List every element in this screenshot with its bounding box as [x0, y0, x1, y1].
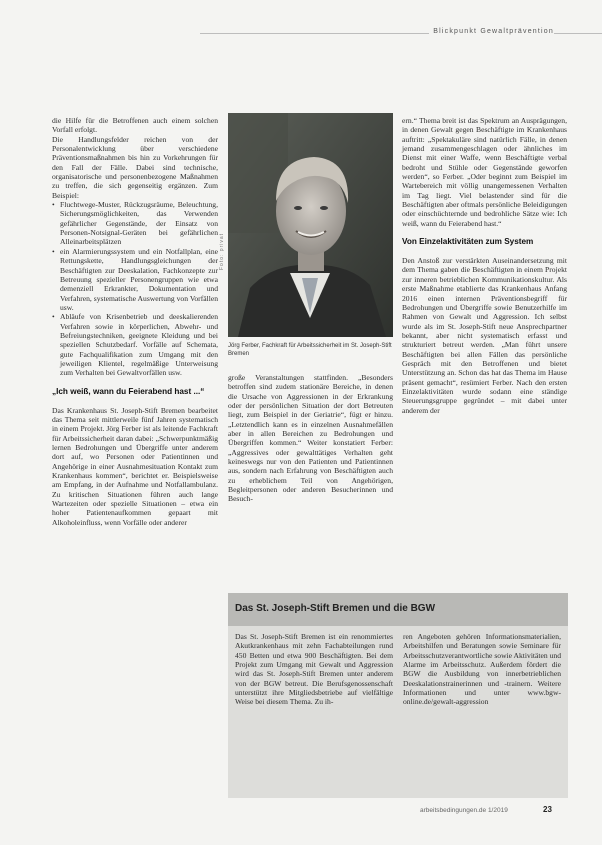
info-box	[228, 593, 568, 798]
bullet-item: • Abläufe von Krisenbetrieb und deeskalierenden Verfahren sowie in körperlichen, Abwehr- und Befreiungstechniken, geeignete Kleidung und bei speziellen Schutzbedarf. Vorfälle auf Schemata, gute Fachqualifikation zum Umgang mit den jeweiligen Klientel, regelmäßige Unterweisung zum Verhalten bei Gewaltvorfällen usw.	[52, 312, 218, 377]
paragraph: Die Handlungsfelder reichen von der Personalentwicklung über verschiedene Präventionsmaßnahmen bis hin zu Vorkehrungen für den Fall der Fälle. Dabei sind technische, organisatorische und personenbezogene Maßnahmen zu treffen, die sich gegenseitig ergänzen. Zum Beispiel:	[52, 134, 218, 200]
article-column-3	[402, 116, 567, 415]
portrait-image	[228, 113, 393, 337]
paragraph: große Veranstaltungen stattfinden. „Besonders betroffen sind zudem stationäre Bereiche, in denen die Ursache von Aggressionen in der Erkrankung oder der persönlichen Situation der dort Betreuten liegt, zum Beispiel in der Geriatrie“, fügt er hinzu. „Letztendlich kann es in einzelnen Ausnahmefällen aber in allen Bereichen zu Bedrohungen und Übergriffen kommen.“ Weiter konstatiert Ferber: „Aggressives oder gewalttätiges Verhalten geht keineswegs nur von den Patienten und Patientinnen aus, sondern nach Erfahrung von Beschäftigten auch zu erheblichem Teil von Angehörigen, Begleitpersonen oder anderen Besucherinnen und Besuch-	[228, 373, 393, 504]
paragraph: ern.“ Thema breit ist das Spektrum an Ausprägungen, in denen Gewalt gegen Beschäftigte im Krankenhaus auftritt: „Spektakuläre sind natürlich Fälle, in denen jemand zusammengeschlagen oder ähnliches im Dienst mit einer Waffe, wenn Beschäftigte verbal bedroht und Stühle oder Gegenstände geworfen werden“, so Ferber. „Oder beginnt zum Beispiel im Wartebereich mit völlig unangemessenen Verhalten im Tag liegt. Viel belastender sind für die Beschäftigten aber oftmals persönliche Beleidigungen oder einschüchternde und bedrohliche Sätze wie: Ich weiß, wann du Feierabend hast.“	[402, 116, 567, 228]
bullet-item: • ein Alarmierungssystem und ein Notfallplan, eine Rettungskette, Handlungsgleichungen der Beschäftigten zur Deeskalation, Fachkonzepte zur Betreuung spezieller Personengruppen wie etwa demenziell Erkrankter, Dokumentation und Verfahren, systematische Auswertung von Vorfällen usw.	[52, 247, 218, 312]
article-column-2	[228, 373, 393, 504]
paragraph: die Hilfe für die Betroffenen auch einem solchen Vorfall erfolgt.	[52, 116, 218, 135]
info-box-header	[228, 593, 568, 626]
photo-caption: Jörg Ferber, Fachkraft für Arbeitssicherheit im St. Joseph-Stift Bremen	[228, 343, 392, 357]
footer-publication: arbeitsbedingungen.de 1/2019	[420, 807, 508, 814]
portrait-photo	[228, 113, 393, 337]
subheading: Von Einzelaktivitäten zum System	[402, 237, 534, 247]
page-number: 23	[543, 805, 552, 814]
info-box-column-right: ren Angeboten gehören Informationsmaterialien, Arbeitshilfen und Beratungen sowie Seminare für Arbeitsschutzverantwortliche sowie Aktivitäten und Alarme im Arbeitsschutz. Außerdem fördert die BGW die Ausbildung von innerbetrieblichen Deeskalationstrainerinnen und -trainern. Weitere Informationen und unter www.bgw-online.de/gewalt-aggression	[403, 632, 561, 707]
info-box-title: Das St. Joseph-Stift Bremen und die BGW	[235, 603, 436, 614]
photo-credit: Foto: privat	[219, 232, 225, 270]
paragraph: Das Krankenhaus St. Joseph-Stift Bremen bearbeitet das Thema seit mittlerweile fünf Jahren systematisch in einem Projekt. Jörg Ferber ist als leitende Fachkraft für Arbeitssicherheit daran dabei: „Schwerpunktmäßig lernen Bedrohungen und Übergriffe unter anderem dort auf, wo Personen oder Patientinnen und Angehörige in einer Ausnahmesituation Kontakt zum Krankenhaus kommen“, berichtet er. Beispielsweise am Empfang, in der Aufnahme und Notfallambulanz. Zu kritischen Situationen führen auch lange Wartezeiten oder spezielle Situationen – etwa ein hoher Patientenaufkommen gepaart mit Alkoholeinfluss, wenn Vorfälle oder anderer	[52, 405, 218, 527]
article-column-1	[52, 116, 218, 527]
section-label: Blickpunkt Gewaltprävention	[429, 28, 554, 35]
subheading: „Ich weiß, wann du Feierabend hast ...“	[52, 386, 205, 396]
bullet-item: • Fluchtwege-Muster, Rückzugsräume, Beleuchtung, Sicherungsmöglichkeiten, das Verwenden gefährlicher Gegenstände, der Einsatz von Personen-Notsignal-Geräten bei gefährlichen Alleinarbeitsplätzen	[52, 200, 218, 247]
bullet-list	[52, 200, 218, 378]
info-box-column-left: Das St. Joseph-Stift Bremen ist ein renommiertes Akutkrankenhaus mit zehn Fachabteilungen rund 450 Betten und etwa 900 Beschäftigten. Bei dem Projekt zum Umgang mit Gewalt und Aggression wird das St. Joseph-Stift Bremen unter anderem von der BGW betreut. Die Berufsgenossenschaft unterstützt ihre Mitgliedsbetriebe auf vielfältige Weise bei diesem Thema. Zu ih-	[235, 632, 393, 707]
header-bar	[200, 28, 602, 38]
paragraph: Den Anstoß zur verstärkten Auseinandersetzung mit dem Thema gaben die Beschäftigten in einem Projekt zur inneren betrieblichen Kommunikationskultur. Als erste Maßnahme etablierte das Krankenhaus Anfang 2016 einen internen Präventionsbegriff für Bedrohungen und Übergriffe sowie Benutzerhilfe im Rahmen von Gewalt und Aggression. Ich selbst wurde als im St. Joseph-Stift neue Ansprechpartner bekannt, aber nicht systematisch erfasst und strukturiert betreut werden. „Man führt unsere Beschäftigten bei allen Fällen das persönliche Gespräch mit den Betroffenen und bietet Unterstützung an. Schon das hat das Thema im Hause präsent gemacht“, resümiert Ferber. Nach den ersten Einzelaktivitäten wurde sodann eine ständige Steuerungsgruppe gegründet – mit dabei unter anderem der	[402, 256, 567, 415]
